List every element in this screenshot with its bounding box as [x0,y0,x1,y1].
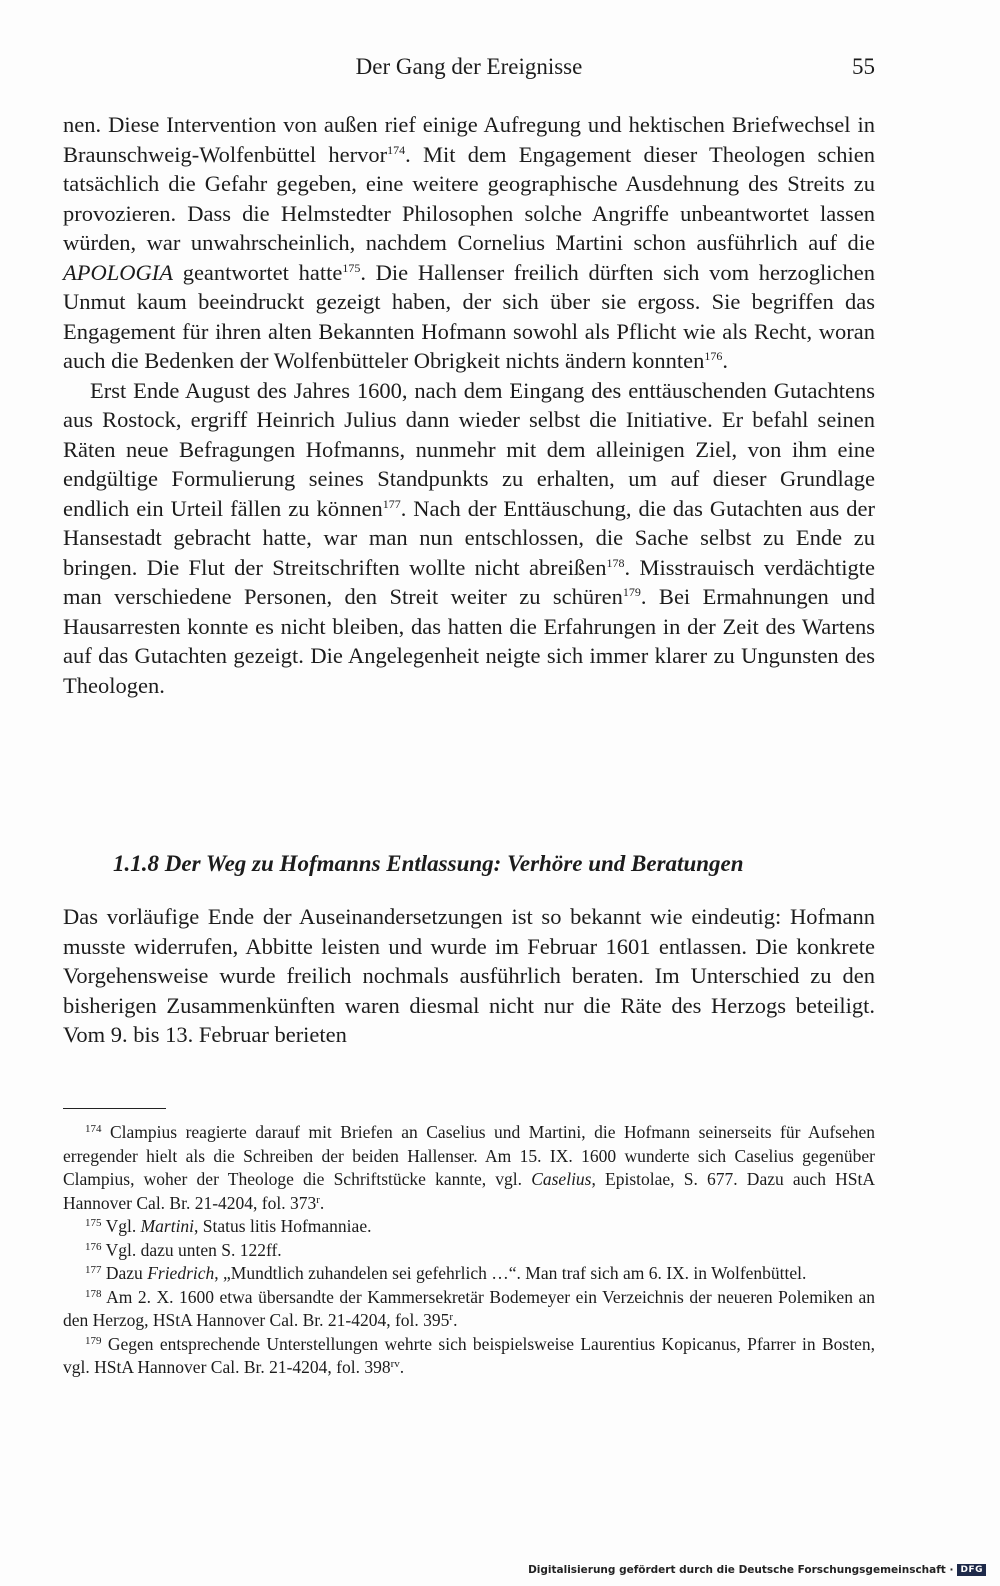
footnote-174 [63,1121,875,1215]
paragraph-1 [63,110,875,376]
footnote-179 [63,1333,875,1380]
page-number: 55 [852,54,875,79]
text-run: Vgl. dazu unten S. 122ff. [105,1239,282,1260]
footnote-ref: 174 [387,142,406,157]
body-paragraphs-bottom [63,902,875,1050]
footnote-number: 176 [85,1240,102,1253]
text-run: . Bei Ermahnungen und Hausarresten konnte es nicht bleiben, das hatten die Erfahrungen in der Zeit des Wartens auf das Gutachten gezeigt. Die Angelegenheit neigte sich immer klarer zu Ungunsten des Theologen. [63,584,875,698]
text-run: . Misstrauisch verdächtigte man verschiedene Personen, den Streit weiter zu schüren [63,554,876,609]
text-run: Am 2. X. 1600 etwa übersandte der Kammersekretär Bodemeyer ein Verzeichnis der neueren Polemiken an den Herzog, HStA Hannover Cal. Br. 21-4204, fol. 395 [63,1286,875,1330]
dfg-logo: DFG [957,1564,986,1576]
text-run: . Die Hallenser freilich dürften sich vom herzoglichen Unmut kaum beeindruckt gezeigt haben, der sich über sie ergoss. Sie begriffen das Engagement für ihren alten Bekannten Hofmann sowohl als Pflicht wie als Recht, woran auch die Bedenken der Wolfenbütteler Obrigkeit nichts ändern konnten [63,259,875,373]
footnote-177 [63,1262,875,1286]
footnote-ref: rv [390,1358,400,1370]
footnote-175 [63,1215,875,1239]
footnote-number: 175 [85,1217,102,1229]
text-run: . Mit dem Engagement dieser Theologen schien tatsächlich die Gefahr gegeben, eine weitere geographische Ausdehnung des Streits zu provozieren. Dass die Helmstedter Philosophen solche Angriffe unbeantwortet lassen würden, war unwahrscheinlich, nachdem Cornelius Martini schon ausführlich auf die [63,141,876,255]
running-title: Der Gang der Ereignisse [355,54,583,79]
footnote-number: 174 [85,1123,102,1135]
text-run: . [453,1310,458,1330]
text-run: Erst Ende August des Jahres 1600, nach dem Eingang des enttäuschenden Gutachtens aus Rostock, ergriff Heinrich Julius dann wieder selbst die Initiative. Er befahl seinen Räten neue Befragungen Hofmanns, nunmehr mit dem alleinigen Ziel, von ihm eine endgültige Formulierung seines Standpunkts zu erhalten, um auf dieser Grundlage endlich ein Urteil fällen zu können [63,377,875,521]
footnote-ref: 179 [622,585,641,599]
text-run: nen. Diese Intervention von außen rief einige Aufregung und hektischen Briefwechsel in Braunschweig-Wolfenbüttel hervor [63,112,875,167]
footnotes [63,1121,875,1380]
emphasis: Caselius [531,1169,592,1189]
footnote-ref: 177 [382,496,401,511]
digitization-note: Digitalisierung gefördert durch die Deutsche Forschungsgemeinschaft · [528,1564,954,1576]
text-run: geantwortet hatte [172,259,343,285]
footnote-178 [63,1286,875,1333]
text-run: Vgl. [105,1216,141,1236]
footnote-separator [63,1108,166,1109]
body-paragraphs-top [63,110,875,700]
text-run: , Status litis Hofmanniae. [194,1216,372,1236]
footnote-ref: 178 [606,555,625,570]
text-run: . [319,1192,325,1213]
footnote-ref: r [316,1193,320,1206]
footnote-176 [63,1239,875,1263]
text-run: . [399,1357,405,1377]
text-run: , Epistolae, S. 677. Dazu auch HStA Hannover Cal. Br. 21-4204, fol. 373 [63,1169,875,1213]
section-heading: 1.1.8 Der Weg zu Hofmanns Entlassung: Verhöre und Beratungen [113,851,744,876]
text-run: Gegen entsprechende Unterstellungen wehrte sich beispielsweise Laurentius Kopicanus, Pfarrer in Bosten, vgl. HStA Hannover Cal. Br. 21-4204, fol. 398 [63,1333,875,1377]
text-run: Dazu [105,1263,148,1283]
footnote-number: 179 [85,1334,102,1347]
text-run: , „Mundtlich zuhandelen sei gefehrlich …“. Man traf sich am 6. IX. in Wolfenbüttel. [214,1263,807,1283]
text-run: Clampius reagierte darauf mit Briefen an Caselius und Martini, die Hofmann seinerseits für Aufsehen erregender hielt als die Schreiben der beiden Hallenser. Am 15. IX. 1600 wunderte sich Caselius gegenüber Clampius, woher der Theologe die Schriftstücke kannte, vgl. [63,1122,876,1189]
footnote-ref: r [449,1311,454,1323]
footnote-number: 178 [85,1287,102,1300]
footnote-ref: 176 [704,349,723,363]
paragraph-2 [63,376,875,701]
emphasis: APOLOGIA [63,259,173,285]
emphasis: Martini [140,1216,195,1236]
digitization-credit [528,1564,986,1576]
footnote-number: 177 [85,1264,102,1276]
text-run: . Nach der Enttäuschung, die das Gutachten aus der Hansestadt gebracht hatte, war man nun entschlossen, die Sache selbst zu Ende zu bringen. Die Flut der Streitschriften wollte nicht abreißen [63,495,875,580]
footnote-ref: 175 [342,260,361,275]
emphasis: Friedrich [147,1263,215,1283]
page-header [63,51,875,83]
text-run: . [722,348,728,373]
paragraph-3: Das vorläufige Ende der Auseinandersetzungen ist so bekannt wie eindeutig: Hofmann musste widerrufen, Abbitte leisten und wurde im Februar 1601 entlassen. Die konkrete Vorgehensweise wurde freilich nochmals ausführlich beraten. Im Unterschied zu den bisherigen Zusammenkünften waren diesmal nicht nur die Räte des Herzogs beteiligt. Vom 9. bis 13. Februar berieten [63,904,875,1047]
